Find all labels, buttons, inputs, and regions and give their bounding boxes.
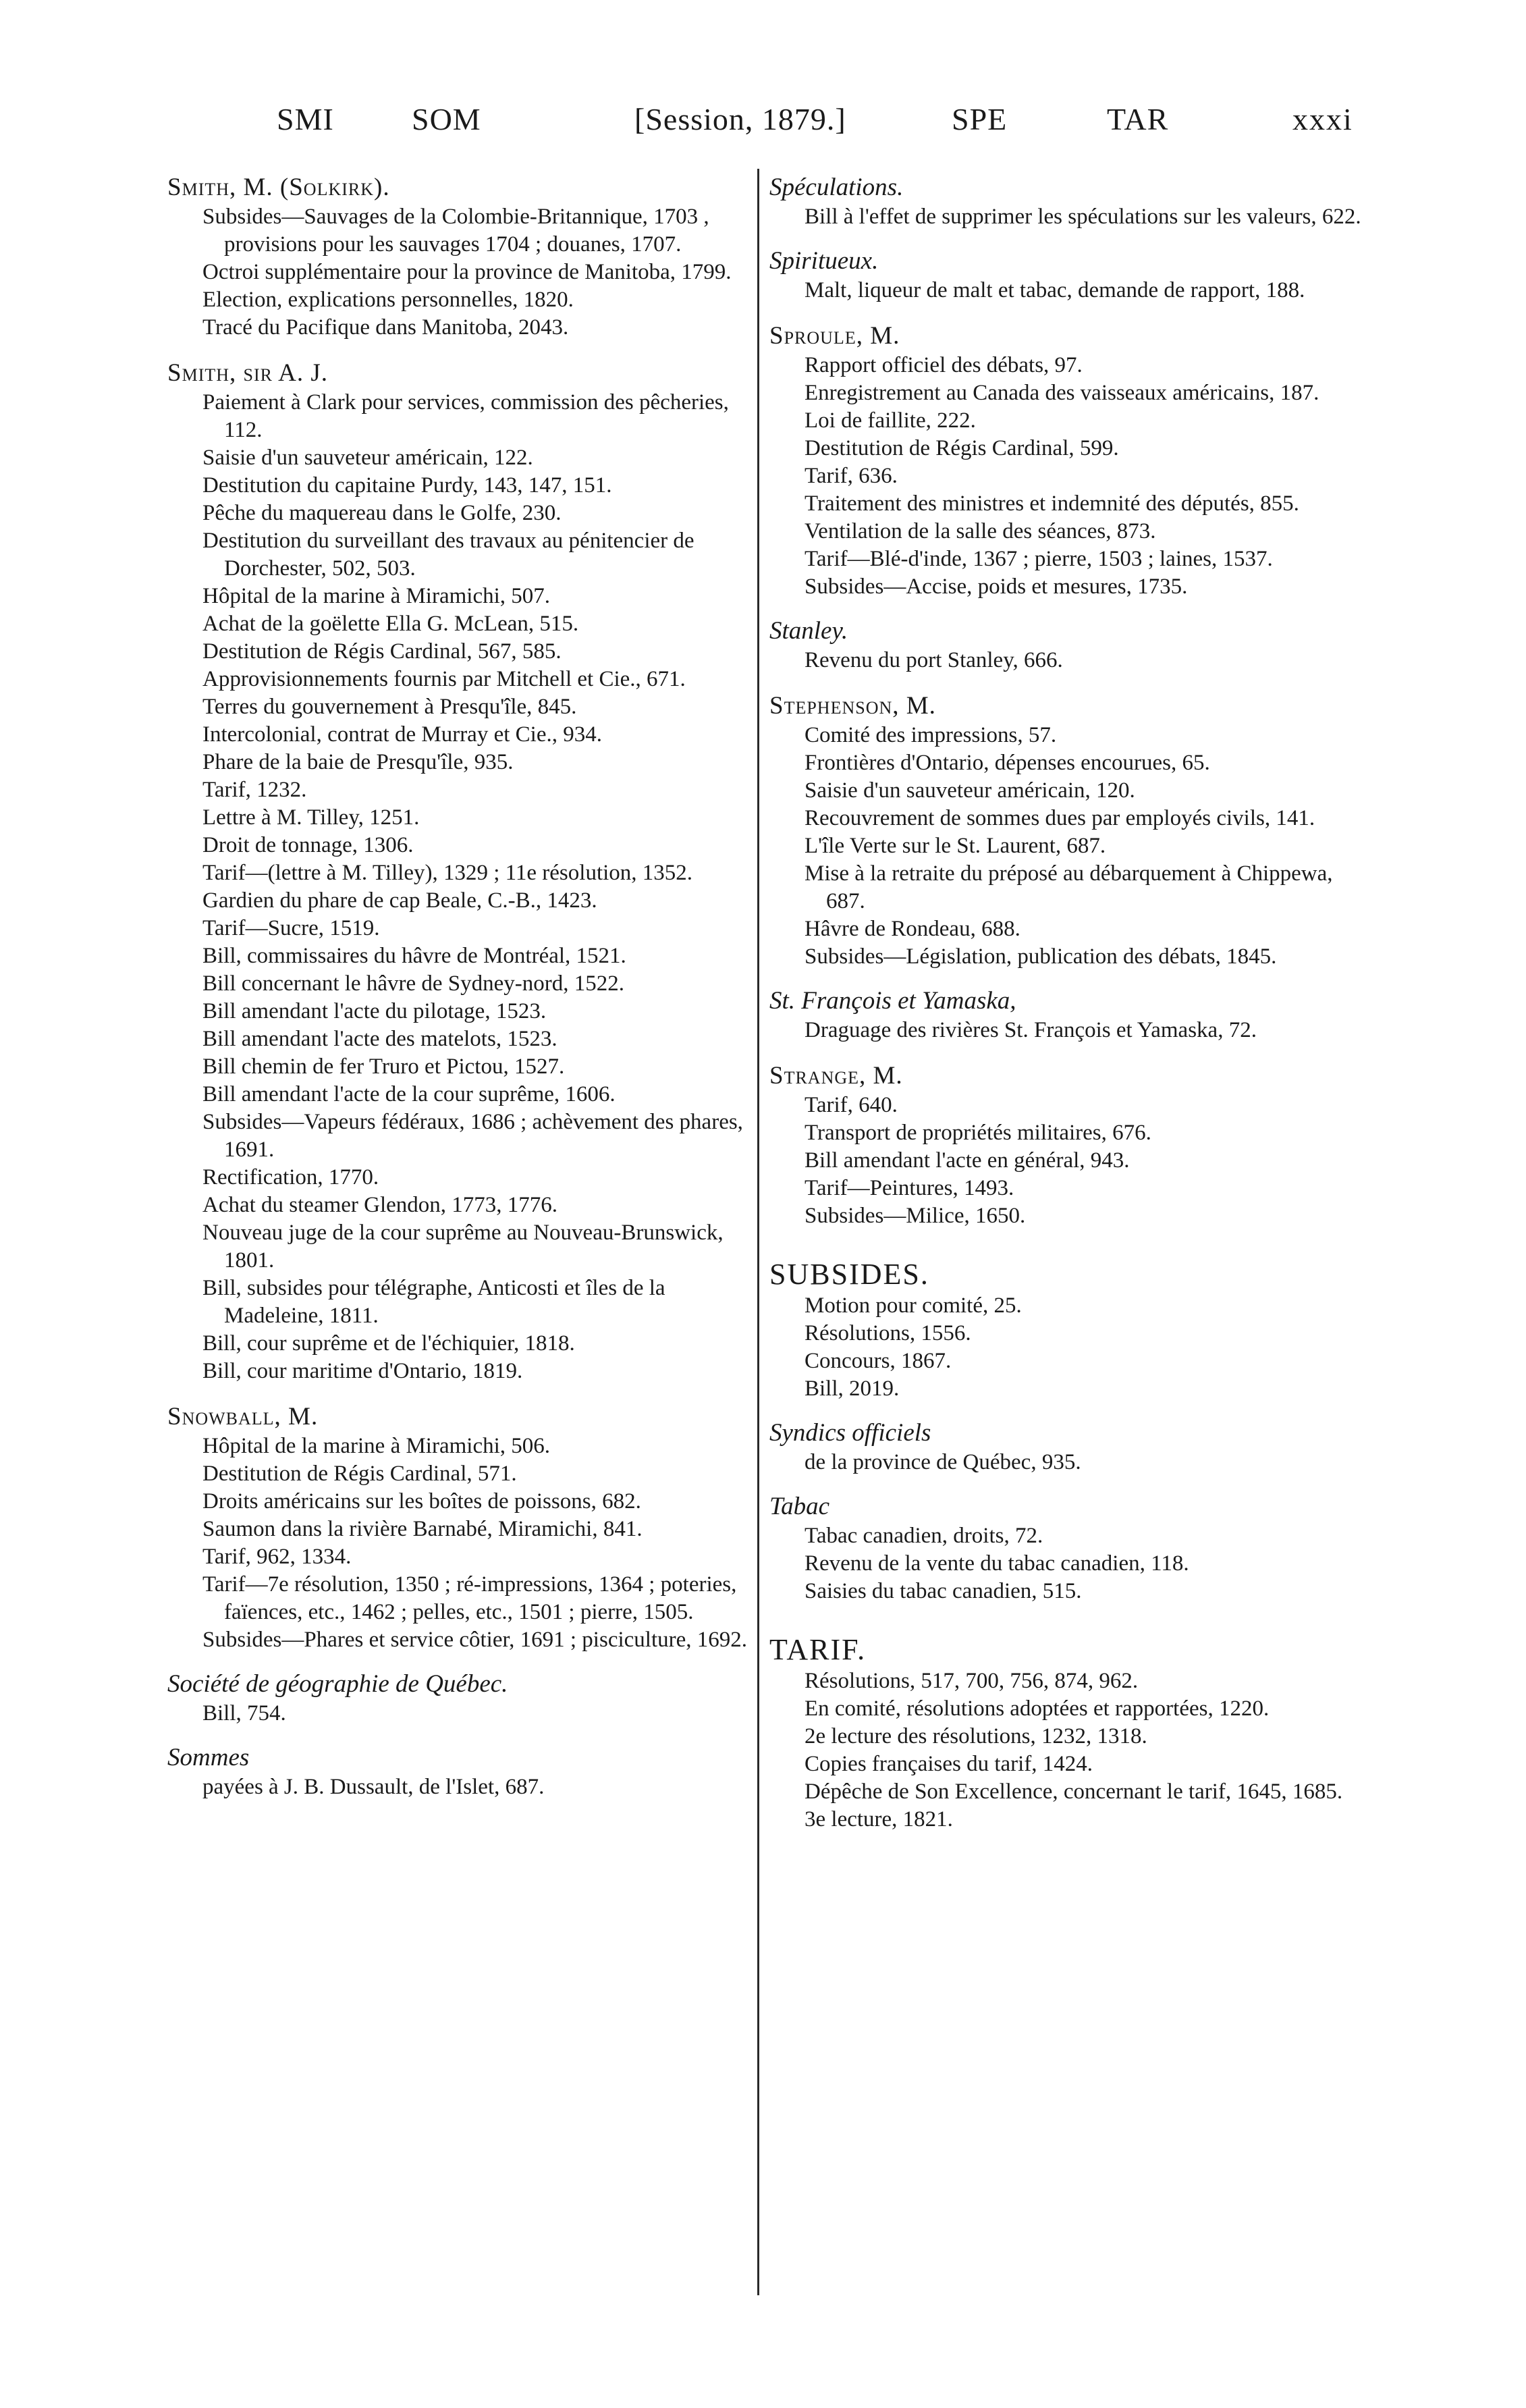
entry: Malt, liqueur de malt et tabac, demande de rapport, 188. — [805, 278, 1305, 302]
entry: Gardien du phare de cap Beale, C.-B., 1423. — [202, 888, 597, 913]
entry: Tarif—Blé-d'inde, 1367 ; pierre, 1503 ; laines, 1537. — [805, 547, 1273, 571]
entry: Subsides—Phares et service côtier, 1691 ; pisciculture, 1692. — [202, 1628, 748, 1652]
page-number: xxxi — [1292, 102, 1353, 136]
entry: Bill amendant l'acte du pilotage, 1523. — [202, 999, 547, 1023]
entry: Tabac canadien, droits, 72. — [805, 1524, 1043, 1548]
entry: Hôpital de la marine à Miramichi, 507. — [202, 584, 551, 608]
entry: Enregistrement au Canada des vaisseaux américains, 187. — [805, 381, 1319, 405]
entry: L'île Verte sur le St. Laurent, 687. — [805, 834, 1106, 858]
entry: Bill amendant l'acte des matelots, 1523. — [202, 1027, 557, 1051]
entry: Saisie d'un sauveteur américain, 120. — [805, 778, 1135, 803]
heading-tarif: TARIF. — [769, 1633, 867, 1666]
entry: Recouvrement de sommes dues par employés civils, 141. — [805, 806, 1315, 830]
entry: Résolutions, 1556. — [805, 1321, 971, 1345]
heading-stephenson: Stephenson, M. — [769, 692, 936, 720]
entry: Bill concernant le hâvre de Sydney-nord, 1522. — [202, 971, 624, 996]
entry: Bill, subsides pour télégraphe, Anticosti et îles de la Madeleine, 1811. — [202, 1276, 665, 1328]
entry: Destitution de Régis Cardinal, 567, 585. — [202, 639, 562, 664]
heading-spiritueux: Spiritueux. — [769, 247, 879, 275]
heading-sproule: Sproule, M. — [769, 322, 900, 350]
entry: Transport de propriétés militaires, 676. — [805, 1121, 1151, 1145]
entry: Bill chemin de fer Truro et Pictou, 1527. — [202, 1054, 565, 1079]
entry: Comité des impressions, 57. — [805, 723, 1057, 747]
heading-st-francois-yamaska: St. François et Yamaska, — [769, 987, 1016, 1015]
heading-smith-sir-aj: Smith, sir A. J. — [167, 359, 329, 387]
entry: Saisies du tabac canadien, 515. — [805, 1579, 1082, 1603]
entry: Frontières d'Ontario, dépenses encourues, 65. — [805, 751, 1210, 775]
entry: Bill, commissaires du hâvre de Montréal, 1521. — [202, 944, 626, 968]
entry: Copies françaises du tarif, 1424. — [805, 1752, 1093, 1776]
entry: 2e lecture des résolutions, 1232, 1318. — [805, 1724, 1147, 1748]
entry: Revenu du port Stanley, 666. — [805, 648, 1063, 672]
entry: Tarif—Sucre, 1519. — [202, 916, 380, 940]
entry: Saumon dans la rivière Barnabé, Miramichi, 841. — [202, 1517, 643, 1541]
entry: En comité, résolutions adoptées et rapportées, 1220. — [805, 1696, 1270, 1721]
entry: de la province de Québec, 935. — [805, 1450, 1081, 1474]
entry: Intercolonial, contrat de Murray et Cie., 934. — [202, 722, 602, 747]
entry: Destitution de Régis Cardinal, 571. — [202, 1462, 517, 1486]
heading-speculations: Spéculations. — [769, 173, 904, 201]
heading-strange: Strange, M. — [769, 1062, 903, 1090]
entry: Destitution du surveillant des travaux au pénitencier de Dorchester, 502, 503. — [202, 529, 694, 581]
heading-sommes: Sommes — [167, 1744, 250, 1771]
entry: Motion pour comité, 25. — [805, 1293, 1022, 1318]
heading-stanley: Stanley. — [769, 617, 848, 645]
entry: Tracé du Pacifique dans Manitoba, 2043. — [202, 315, 569, 340]
right-column — [769, 172, 1377, 1834]
entry: Destitution du capitaine Purdy, 143, 147, 151. — [202, 473, 612, 498]
heading-tabac: Tabac — [769, 1493, 830, 1520]
entry: Lettre à M. Tilley, 1251. — [202, 805, 420, 830]
heading-syndics-officiels: Syndics officiels — [769, 1419, 931, 1447]
entry: Nouveau juge de la cour suprême au Nouveau-Brunswick, 1801. — [202, 1221, 724, 1273]
entry: Revenu de la vente du tabac canadien, 118. — [805, 1551, 1189, 1576]
left-column — [167, 172, 748, 1801]
entry: Bill, 754. — [202, 1701, 286, 1725]
entry: Concours, 1867. — [805, 1349, 952, 1373]
entry: Droits américains sur les boîtes de poissons, 682. — [202, 1489, 641, 1514]
entry: Subsides—Milice, 1650. — [805, 1204, 1026, 1228]
column-divider — [757, 169, 759, 2295]
entry: Bill, cour maritime d'Ontario, 1819. — [202, 1359, 523, 1383]
entry: Terres du gouvernement à Presqu'île, 845. — [202, 695, 577, 719]
entry: Tarif, 636. — [805, 464, 898, 488]
header-key-tar: TAR — [1107, 102, 1169, 136]
entry: Destitution de Régis Cardinal, 599. — [805, 436, 1119, 460]
header-session: [Session, 1879.] — [634, 102, 846, 136]
heading-subsides: SUBSIDES. — [769, 1258, 929, 1291]
running-header — [0, 101, 1526, 149]
entry: Subsides—Vapeurs fédéraux, 1686 ; achèvement des phares, 1691. — [202, 1110, 743, 1162]
entry: Dépêche de Son Excellence, concernant le tarif, 1645, 1685. — [805, 1780, 1343, 1804]
header-key-som: SOM — [412, 102, 481, 136]
heading-snowball: Snowball, M. — [167, 1403, 319, 1430]
entry: payées à J. B. Dussault, de l'Islet, 687. — [202, 1775, 545, 1799]
entry: Traitement des ministres et indemnité des députés, 855. — [805, 491, 1299, 516]
entry: Bill, 2019. — [805, 1376, 900, 1401]
entry: Subsides—Sauvages de la Colombie-Britannique, 1703 , provisions pour les sauvages 1704 ; douanes, 1707. — [202, 205, 709, 257]
entry: 3e lecture, 1821. — [805, 1807, 953, 1831]
entry: Ventilation de la salle des séances, 873. — [805, 519, 1156, 543]
heading-societe-geographie: Société de géographie de Québec. — [167, 1670, 508, 1698]
header-key-spe: SPE — [952, 102, 1008, 136]
entry: Election, explications personnelles, 1820. — [202, 288, 574, 312]
entry: Paiement à Clark pour services, commission des pêcheries, 112. — [202, 390, 729, 442]
entry: Octroi supplémentaire pour la province de Manitoba, 1799. — [202, 260, 732, 284]
entry: Tarif—7e résolution, 1350 ; ré-impressions, 1364 ; poteries, faïences, etc., 1462 ; pelles, etc., 1501 ; pierre, 1505. — [202, 1572, 737, 1624]
entry: Achat de la goëlette Ella G. McLean, 515. — [202, 612, 579, 636]
entry: Phare de la baie de Presqu'île, 935. — [202, 750, 514, 774]
entry: Droit de tonnage, 1306. — [202, 833, 414, 857]
entry: Bill, cour suprême et de l'échiquier, 1818. — [202, 1331, 575, 1356]
heading-smith-solkirk: Smith, M. (Solkirk). — [167, 173, 390, 201]
entry: Bill amendant l'acte de la cour suprême, 1606. — [202, 1082, 616, 1106]
entry: Tarif, 962, 1334. — [202, 1545, 352, 1569]
entry: Hâvre de Rondeau, 688. — [805, 917, 1020, 941]
entry: Achat du steamer Glendon, 1773, 1776. — [202, 1193, 558, 1217]
entry: Mise à la retraite du préposé au débarquement à Chippewa, 687. — [805, 861, 1333, 913]
entry: Saisie d'un sauveteur américain, 122. — [202, 446, 533, 470]
entry: Approvisionnements fournis par Mitchell et Cie., 671. — [202, 667, 686, 691]
entry: Pêche du maquereau dans le Golfe, 230. — [202, 501, 562, 525]
entry: Subsides—Législation, publication des débats, 1845. — [805, 944, 1277, 969]
entry: Rectification, 1770. — [202, 1165, 379, 1189]
entry: Hôpital de la marine à Miramichi, 506. — [202, 1434, 551, 1458]
entry: Bill à l'effet de supprimer les spéculations sur les valeurs, 622. — [805, 205, 1361, 229]
entry: Tarif, 1232. — [202, 778, 307, 802]
entry: Bill amendant l'acte en général, 943. — [805, 1148, 1130, 1173]
entry: Tarif, 640. — [805, 1093, 898, 1117]
header-key-smi: SMI — [277, 102, 334, 136]
entry: Draguage des rivières St. François et Yamaska, 72. — [805, 1018, 1257, 1042]
entry: Rapport officiel des débats, 97. — [805, 353, 1083, 377]
entry: Loi de faillite, 222. — [805, 408, 976, 433]
entry: Subsides—Accise, poids et mesures, 1735. — [805, 574, 1188, 599]
entry: Tarif—(lettre à M. Tilley), 1329 ; 11e résolution, 1352. — [202, 861, 693, 885]
entry: Tarif—Peintures, 1493. — [805, 1176, 1014, 1200]
entry: Résolutions, 517, 700, 756, 874, 962. — [805, 1669, 1139, 1693]
